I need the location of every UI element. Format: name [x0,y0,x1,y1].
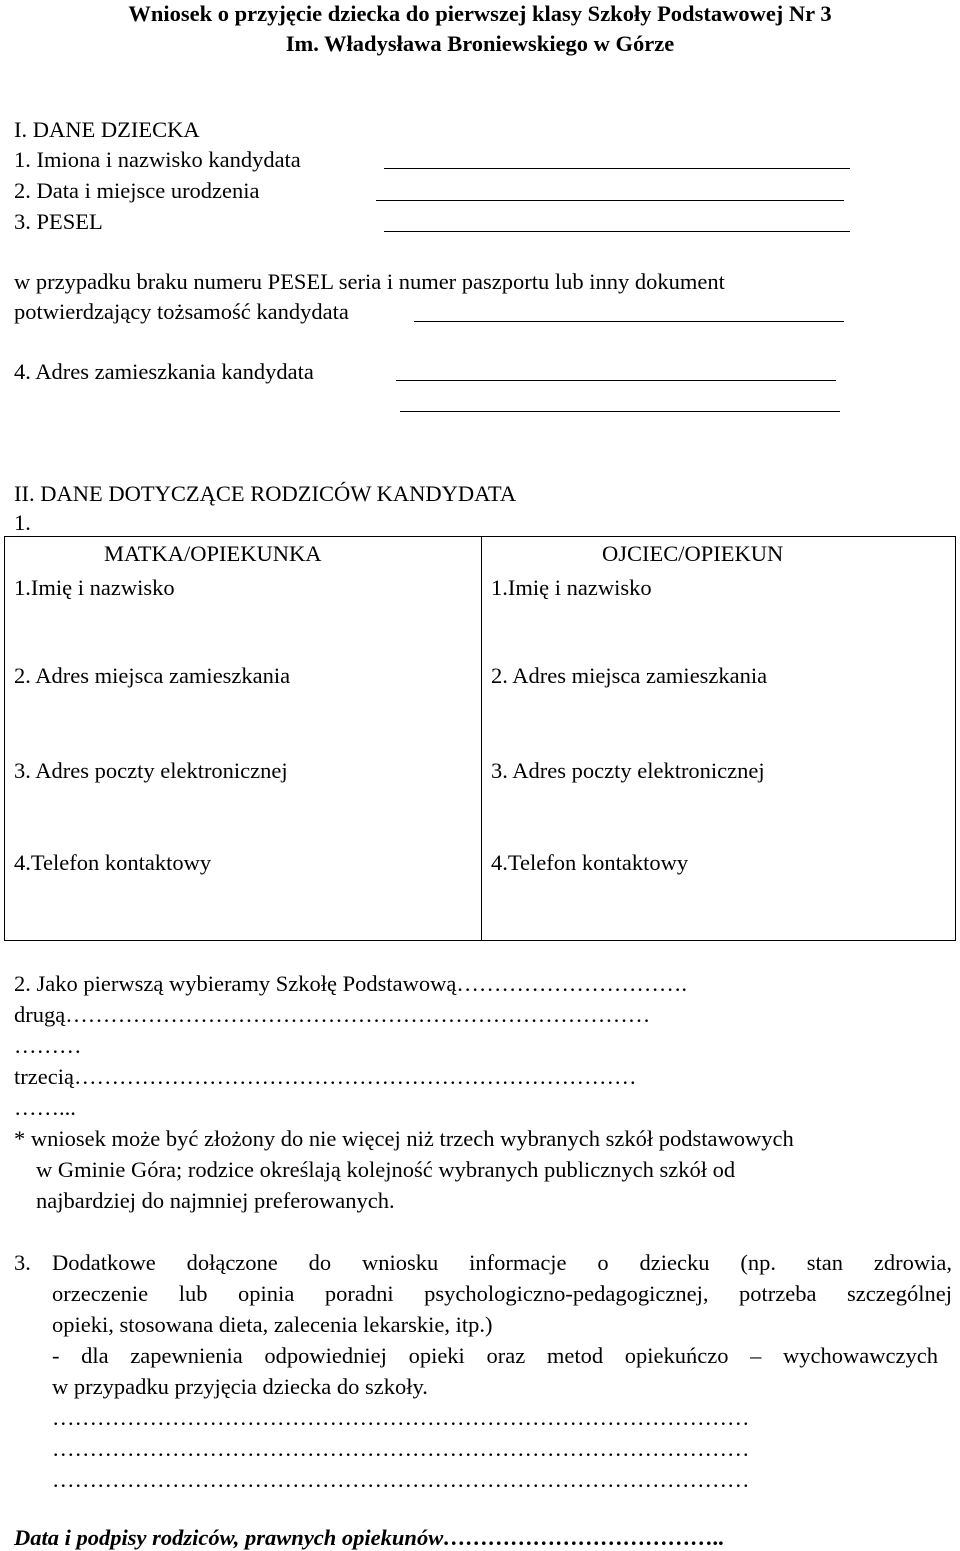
father-header: OJCIEC/OPIEKUN [602,541,784,566]
mother-phone-label: 4.Telefon kontaktowy [14,850,212,875]
item3-number: 3. [14,1250,31,1275]
item3-line3: opieki, stosowana dieta, zalecenia lekarskie, itp.) [52,1312,493,1337]
passport-document-field[interactable] [414,321,844,322]
signature-label: Data i podpisy rodziców, prawnych opiekunów……………………………….. [14,1525,725,1550]
section1-heading: I. DANE DZIECKA [14,117,200,142]
school-note-line2: w Gminie Góra; rodzice określają kolejność wybranych publicznych szkół od [36,1157,736,1182]
item3-dots-2: ………………………………………………………………………………… [52,1436,750,1461]
item3-line5: w przypadku przyjęcia dziecka do szkoły. [52,1374,428,1399]
school-note-line3: najbardziej do najmniej preferowanych. [36,1188,395,1213]
section2-item1-number: 1. [14,510,31,535]
item3-dots-3: ………………………………………………………………………………… [52,1467,750,1492]
pesel-note-line1: w przypadku braku numeru PESEL seria i numer paszportu lub inny dokument [14,269,725,294]
birth-date-place-label: 2. Data i miejsce urodzenia [14,178,260,203]
child-address-field-2[interactable] [400,411,840,412]
table-middle-border [481,536,482,940]
table-left-border [4,536,5,940]
item3-line1: Dodatkowe dołączone do wniosku informacje o dziecku (np. stan zdrowia, [52,1250,952,1275]
item3-line2: orzeczenie lub opinia poradni psychologiczno-pedagogicznej, potrzeba szczególnej [52,1281,952,1306]
school-first-choice: 2. Jako pierwszą wybieramy Szkołę Podstawową…………………………. [14,971,688,996]
child-name-field[interactable] [384,168,850,169]
table-top-border [4,536,956,537]
child-address-label: 4. Adres zamieszkania kandydata [14,359,314,384]
father-address-label: 2. Adres miejsca zamieszkania [491,663,768,688]
pesel-label: 3. PESEL [14,209,103,234]
item3-line4: - dla zapewnienia odpowiedniej opieki oraz metod opiekuńczo – wychowawczych [52,1343,938,1368]
table-right-border [955,536,956,940]
child-name-label: 1. Imiona i nazwisko kandydata [14,147,301,172]
document-title-line2: Im. Władysława Broniewskiego w Górze [285,31,675,56]
mother-header: MATKA/OPIEKUNKA [104,541,322,566]
child-address-field-1[interactable] [396,380,836,381]
mother-email-label: 3. Adres poczty elektronicznej [14,758,288,783]
school-second-choice-cont: ……… [14,1033,82,1058]
birth-date-place-field[interactable] [376,200,844,201]
father-name-label: 1.Imię i nazwisko [491,575,652,600]
item3-dots-1: ………………………………………………………………………………… [52,1405,750,1430]
father-email-label: 3. Adres poczty elektronicznej [491,758,765,783]
mother-name-label: 1.Imię i nazwisko [14,575,175,600]
school-third-choice: trzecią………………………………………………………………… [14,1064,637,1089]
section2-heading: II. DANE DOTYCZĄCE RODZICÓW KANDYDATA [14,481,517,506]
mother-address-label: 2. Adres miejsca zamieszkania [14,663,291,688]
father-phone-label: 4.Telefon kontaktowy [491,850,689,875]
pesel-field[interactable] [384,231,850,232]
school-third-choice-cont: ……... [14,1095,76,1120]
school-second-choice: drugą…………………………………………………………………… [14,1002,651,1027]
document-title-line1: Wniosek o przyjęcie dziecka do pierwszej klasy Szkoły Podstawowej Nr 3 [128,1,832,26]
table-bottom-border [4,940,956,941]
pesel-note-line2: potwierdzający tożsamość kandydata [14,299,349,324]
school-note-line1: * wniosek może być złożony do nie więcej niż trzech wybranych szkół podstawowych [14,1126,794,1151]
